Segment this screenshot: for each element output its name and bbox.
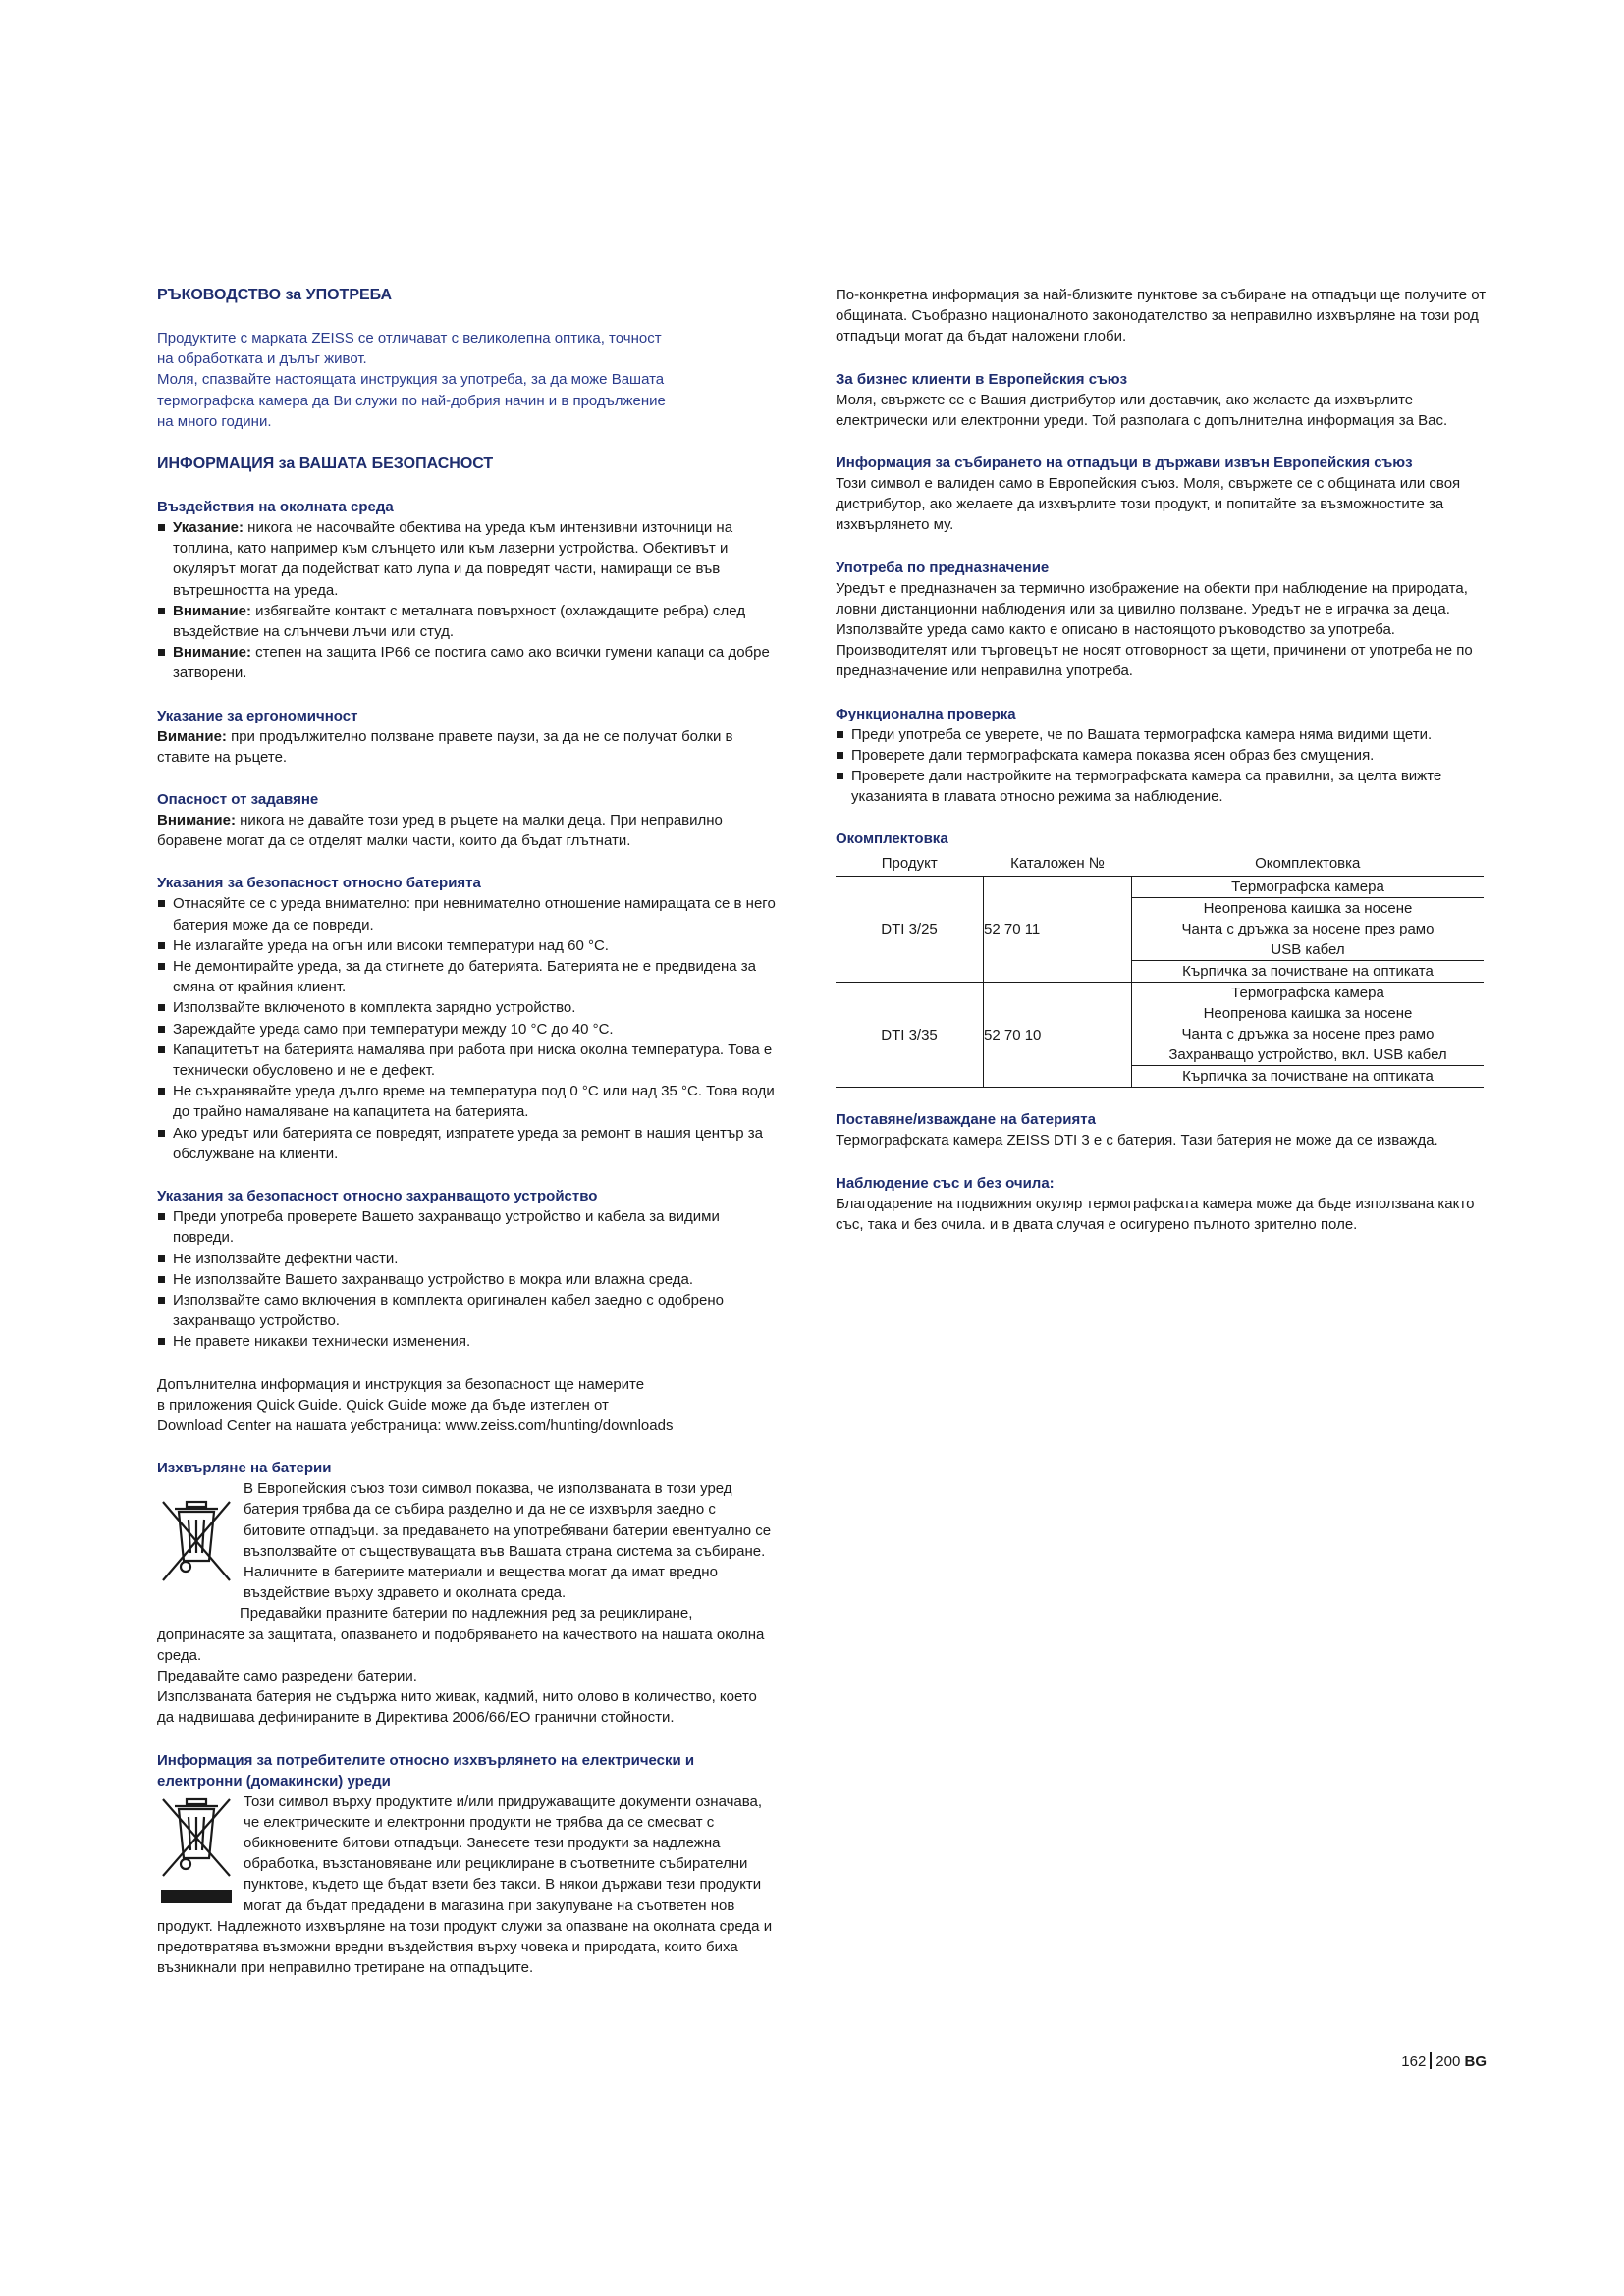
table-row [836,877,1484,983]
weee-body [157,1791,776,1979]
function-check-heading: Функционална проверка [836,705,1016,722]
safety-title: ИНФОРМАЦИЯ за ВАШАТА БЕЗОПАСНОСТ [157,455,494,473]
collection-info: По-конкретна информация за най-близките пунктове за събиране на отпадъци ще получите от общината. Съобразно националното законодателство за неправилно изхвърляне на този род отпадъци могат да бъдат наложени глоби. [836,287,1487,346]
list-item: Използвайте само включения в комплекта оригинален кабел заедно с одобрено захранващо устройство. [157,1290,776,1331]
kit-item: Термографска камера [1132,877,1484,898]
list-item: Използвайте включеното в комплекта зарядно устройство. [157,997,776,1018]
list-item: Отнасяйте се с уреда внимателно: при невнимателно отношение намиращата се в него батерия може да се повреди. [157,893,776,934]
kit-product: DTI 3/25 [836,877,984,983]
intro-line: термографска камера да Ви служи по най-добрия начин и в продължение [157,392,666,409]
kit-item: Чанта с дръжка за носене през рамо [1181,1026,1435,1043]
intro-line: Продуктите с марката ZEISS се отличават с великолепна оптика, точност [157,330,662,347]
charger-safety-list [157,1206,776,1352]
kit-items [1132,983,1485,1088]
kit-item: USB кабел [1132,939,1484,961]
intended-use-text: Уредът е предназначен за термично изображение на обекти при наблюдение на природата, ловни дистанционни наблюдения или за цивилно ползване. Уредът не е играчка за деца. Използвайте уреда само както е описано в настоящото ръководство за употреба. Производителят или търговецът не носят отговорност за щети, причинени от употреба не по предназначение или неправилна употреба. [836,579,1473,680]
list-item: Проверете дали настройките на термографската камера са правилни, за целта вижте указанията в главата относно режима за наблюдение. [836,766,1487,807]
glasses-heading: Наблюдение със и без очила: [836,1174,1055,1192]
weee-p1: Този символ върху продуктите и/или придружаващите документи означава, че електрическите и електронни продукти не трябва да се смесват с обикновените битови отпадъци. Занесете тези продукти за надлежна обработка, възстановяване или рециклиране в съответните събирателни пунктове, където ще бъдат взети без такси. В някои държави тези продукти могат да бъдат предадени в магазина при закупуване на съответен нов продукт. Надлежното изхвърляне на този продукт служи за опазване на околната среда и предотвратява възможни вредни въздействия върху човека и природата, които биха възникнали при неправилно третиране на отпадъците. [157,1792,773,1977]
right-column [836,285,1487,1235]
list-item: Не използвайте Вашето захранващо устройство в мокра или влажна среда. [157,1269,776,1290]
kit-items [1132,877,1485,983]
more-info-line: Допълнителна информация и инструкция за безопасност ще намерите [157,1375,645,1393]
env-list [157,517,776,684]
kit-item: Кърпичка за почистване на оптиката [1182,963,1434,981]
choke-heading: Опасност от задавяне [157,791,319,809]
table-row [836,983,1484,1088]
battery-disposal-p2: Наличните в батериите материали и вещества могат да имат вредно въздействие върху здравето и околната среда. [244,1563,718,1602]
more-info-line: Download Center на нашата уебстраница: www.zeiss.com/hunting/downloads [157,1416,674,1434]
battery-safety-heading: Указания за безопасност относно батерията [157,875,481,892]
intended-use-heading: Употреба по предназначение [836,559,1050,576]
list-item: Не демонтирайте уреда, за да стигнете до батерията. Батерията не е предвидена за смяна от крайния клиент. [157,956,776,997]
page-separator [1430,2052,1432,2069]
kit-item: Неопренова каишка за носене [1203,1005,1413,1023]
business-text: Моля, свържете се с Вашия дистрибутор или доставчик, ако желаете да изхвърлите електрически или електронни уреди. Той разполага с допълнителна информация за Вас. [836,391,1448,429]
charger-safety-heading: Указания за безопасност относно захранващото устройство [157,1188,598,1205]
battery-disposal-heading: Изхвърляне на батерии [157,1460,332,1477]
kit-column-header: Каталожен № [984,853,1132,877]
battery-disposal-p5: Използваната батерия не съдържа нито живак, кадмий, нито олово в количество, което да надвишава дефинираните в Директива 2006/66/EO гранични стойности. [157,1688,757,1727]
kit-item: Захранващо устройство, вкл. USB кабел [1132,1044,1484,1066]
list-item: Не излагайте уреда на огън или високи температури над 60 °C. [157,935,776,956]
more-info-line: в приложения Quick Guide. Quick Guide може да бъде изтеглен от [157,1396,609,1414]
kit-column-header: Продукт [836,853,984,877]
kit-item: Кърпичка за почистване на оптиката [1182,1068,1434,1086]
battery-safety-list [157,893,776,1164]
function-check-list [836,724,1487,808]
intro-line: на обработката и дълъг живот. [157,350,367,368]
list-item: Проверете дали термографската камера показва ясен образ без смущения. [836,745,1487,766]
battery-disposal-body [157,1478,776,1728]
list-item: Не използвайте дефектни части. [157,1249,776,1269]
page-total: 200 [1435,2054,1461,2070]
list-item: Указание: никога не насочвайте обектива на уреда към интензивни източници на топлина, като например към слънцето или към лазерни устройства. Обективът и окулярът могат да подействат като лупа и да повредят части, намиращи се във вътрешността на уреда. [157,517,776,601]
battery-disposal-p4: Предавайте само разредени батерии. [157,1667,417,1684]
kit-item: Неопренова каишка за носене [1203,900,1413,918]
list-item: Преди употреба проверете Вашето захранващо устройство и кабела за видими повреди. [157,1206,776,1248]
intro-line: на много години. [157,412,272,430]
env-heading: Въздействия на околната среда [157,499,394,516]
business-heading: За бизнес клиенти в Европейския съюз [836,370,1128,388]
list-item: Внимание: степен на защита IP66 се постига само ако всички гумени капаци са добре затворени. [157,642,776,683]
list-item: Ако уредът или батерията се повредят, изпратете уреда за ремонт в нашия център за обслужване на клиенти. [157,1123,776,1164]
intro-line: Моля, спазвайте настоящата инструкция за употреба, за да може Вашата [157,371,665,389]
kit-column-header: Окомплектовка [1132,853,1485,877]
battery-insert-text: Термографската камера ZEISS DTI 3 е с батерия. Тази батерия не може да се изважда. [836,1132,1438,1149]
left-column [157,285,776,1978]
battery-insert-heading: Поставяне/изваждане на батерията [836,1111,1096,1129]
battery-disposal-p3: Предавайки празните батерии по надлежния ред за рециклиране, допринасяте за защитата, опазването и подобряването на качеството на нашата околна среда. [157,1605,765,1664]
ergo-text: Вимание: при продължително ползване правете паузи, за да не се получат болки в ставите на ръцете. [157,727,733,766]
kit-table [836,853,1484,1088]
battery-disposal-p1: В Европейския съюз този символ показва, че използваната в този уред батерия трябва да се събира разделно и да не се изхвърля заедно с битовите отпадъци. за предаването на употребявани батерии евентуално се възползвайте от съществуващата във Вашата страна система за събиране. [244,1480,772,1560]
kit-product: DTI 3/35 [836,983,984,1088]
outside-eu-heading: Информация за събирането на отпадъци в държави извън Европейския съюз [836,454,1413,472]
kit-item: Чанта с дръжка за носене през рамо [1181,921,1435,938]
language-code: BG [1464,2054,1487,2070]
kit-catalog: 52 70 10 [984,983,1132,1088]
choke-text: Внимание: никога не давайте този уред в ръцете на малки деца. При неправилно боравене могат да се отделят малки части, които да бъдат глътнати. [157,812,723,850]
glasses-text: Благодарение на подвижния окуляр термографската камера може да бъде използвана както със, така и без очила. и в двата случая е осигурено пълното зрително поле. [836,1195,1475,1233]
list-item: Преди употреба се уверете, че по Вашата термографска камера няма видими щети. [836,724,1487,745]
manual-title: РЪКОВОДСТВО за УПОТРЕБА [157,287,393,303]
list-item: Не съхранявайте уреда дълго време на температура под 0 °C или над 35 °C. Това води до трайно намаляване на капацитета на батерията. [157,1081,776,1122]
kit-item: Термографска камера [1231,985,1384,1002]
crossed-bin-weee-icon [157,1795,236,1905]
page-number: 162 [1401,2054,1427,2070]
weee-heading: Информация за потребителите относно изхвърлянето на електрически и електронни (домакински) уреди [157,1751,695,1789]
list-item: Не правете никакви технически изменения. [157,1331,776,1352]
kit-catalog: 52 70 11 [984,877,1132,983]
kit-heading: Окомплектовка [836,830,948,848]
crossed-bin-battery-icon [157,1496,236,1586]
outside-eu-text: Този символ е валиден само в Европейския съюз. Моля, свържете се с общината или своя дистрибутор, ако желаете да изхвърлите този продукт, и попитайте за възможностите за изхвърлянето му. [836,475,1461,534]
ergo-heading: Указание за ергономичност [157,707,358,724]
page-footer [1401,2052,1487,2070]
list-item: Внимание: избягвайте контакт с металната повърхност (охлаждащите ребра) след въздействие на слънчеви лъчи или студ. [157,601,776,642]
list-item: Зареждайте уреда само при температури между 10 °C до 40 °C. [157,1019,776,1040]
list-item: Капацитетът на батерията намалява при работа при ниска околна температура. Това е технически обусловено и не е дефект. [157,1040,776,1081]
